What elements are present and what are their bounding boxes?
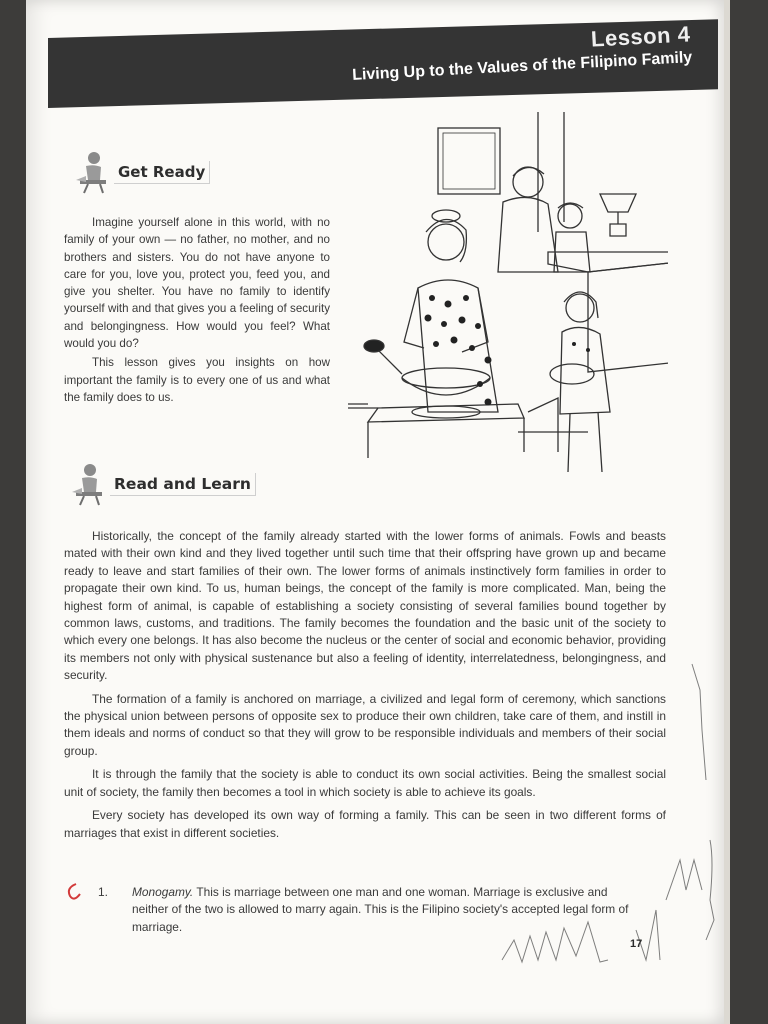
list-number: 1.: [98, 885, 108, 899]
page-edge: [724, 0, 730, 1024]
body-paragraph: Every society has developed its own way of forming a family. This can be seen in two different forms of marriages that exist in different societies.: [64, 808, 666, 840]
body-paragraph: The formation of a family is anchored on marriage, a civilized and legal form of ceremony, which sanctions the physical union between persons of opposite sex to produce their own children, take care of them, and instill in them ideals and norms of conduct so that they will grow to be responsible individuals and members of their social group.: [64, 691, 666, 758]
get-ready-heading: [74, 150, 210, 194]
get-ready-text: [64, 214, 330, 406]
lesson-title: Living Up to the Values of the Filipino Family: [351, 49, 693, 84]
page-number: 17: [630, 938, 643, 950]
handwritten-mark: [64, 880, 84, 906]
read-and-learn-label: Read and Learn: [110, 473, 256, 496]
list-term: Monogamy.: [132, 885, 194, 899]
family-kitchen-illustration: [348, 112, 668, 474]
pencil-scribble: [496, 660, 724, 990]
list-text: This is marriage between one man and one woman. Marriage is exclusive and neither of the two is allowed to marry again. This is the Filipino society's accepted legal form of marriage.: [132, 885, 629, 934]
textbook-page: [26, 0, 726, 1024]
get-ready-label: Get Ready: [114, 161, 210, 184]
lesson-number: Lesson 4: [590, 21, 691, 52]
student-figure-icon: [74, 150, 108, 194]
get-ready-paragraph: Imagine yourself alone in this world, with no family of your own — no father, no mother, and no brothers and sisters. You do not have anyone to care for you, love you, protect you, feed you, and give you shelter. You have no family to identify yourself with and that gives you a feeling of security and belongingness. How would you feel? What would you do?: [64, 216, 330, 351]
read-and-learn-heading: [70, 462, 256, 506]
get-ready-paragraph: This lesson gives you insights on how important the family is to every one of us and what the family does to us.: [64, 356, 330, 404]
student-figure-icon: [70, 462, 104, 506]
body-paragraph: It is through the family that the society is able to conduct its own social activities. Being the smallest social unit of society, the family then becomes a tool in which society is able to achieve its goals.: [64, 767, 666, 799]
body-paragraph: Historically, the concept of the family already started with the lower forms of animals. Fowls and beasts mated with their own kind and they lived together until such time that their offspring have grown up and became ready to leave and start families of their own. The lower forms of animals instinctively form families in order to propagate their own kind. To us, human beings, the concept of the family is more complicated. Man, being the highest form of animal, is capable of establishing a society consisting of several families bound together by common laws, customs, and traditions. The family becomes the foundation and the basic unit of the society to which every one belongs. It has also become the nucleus or the center of social and economic behavior, providing its members not only with physical sustenance but also a feeling of identity, interrelatedness, belongingness, and security.: [64, 529, 666, 683]
